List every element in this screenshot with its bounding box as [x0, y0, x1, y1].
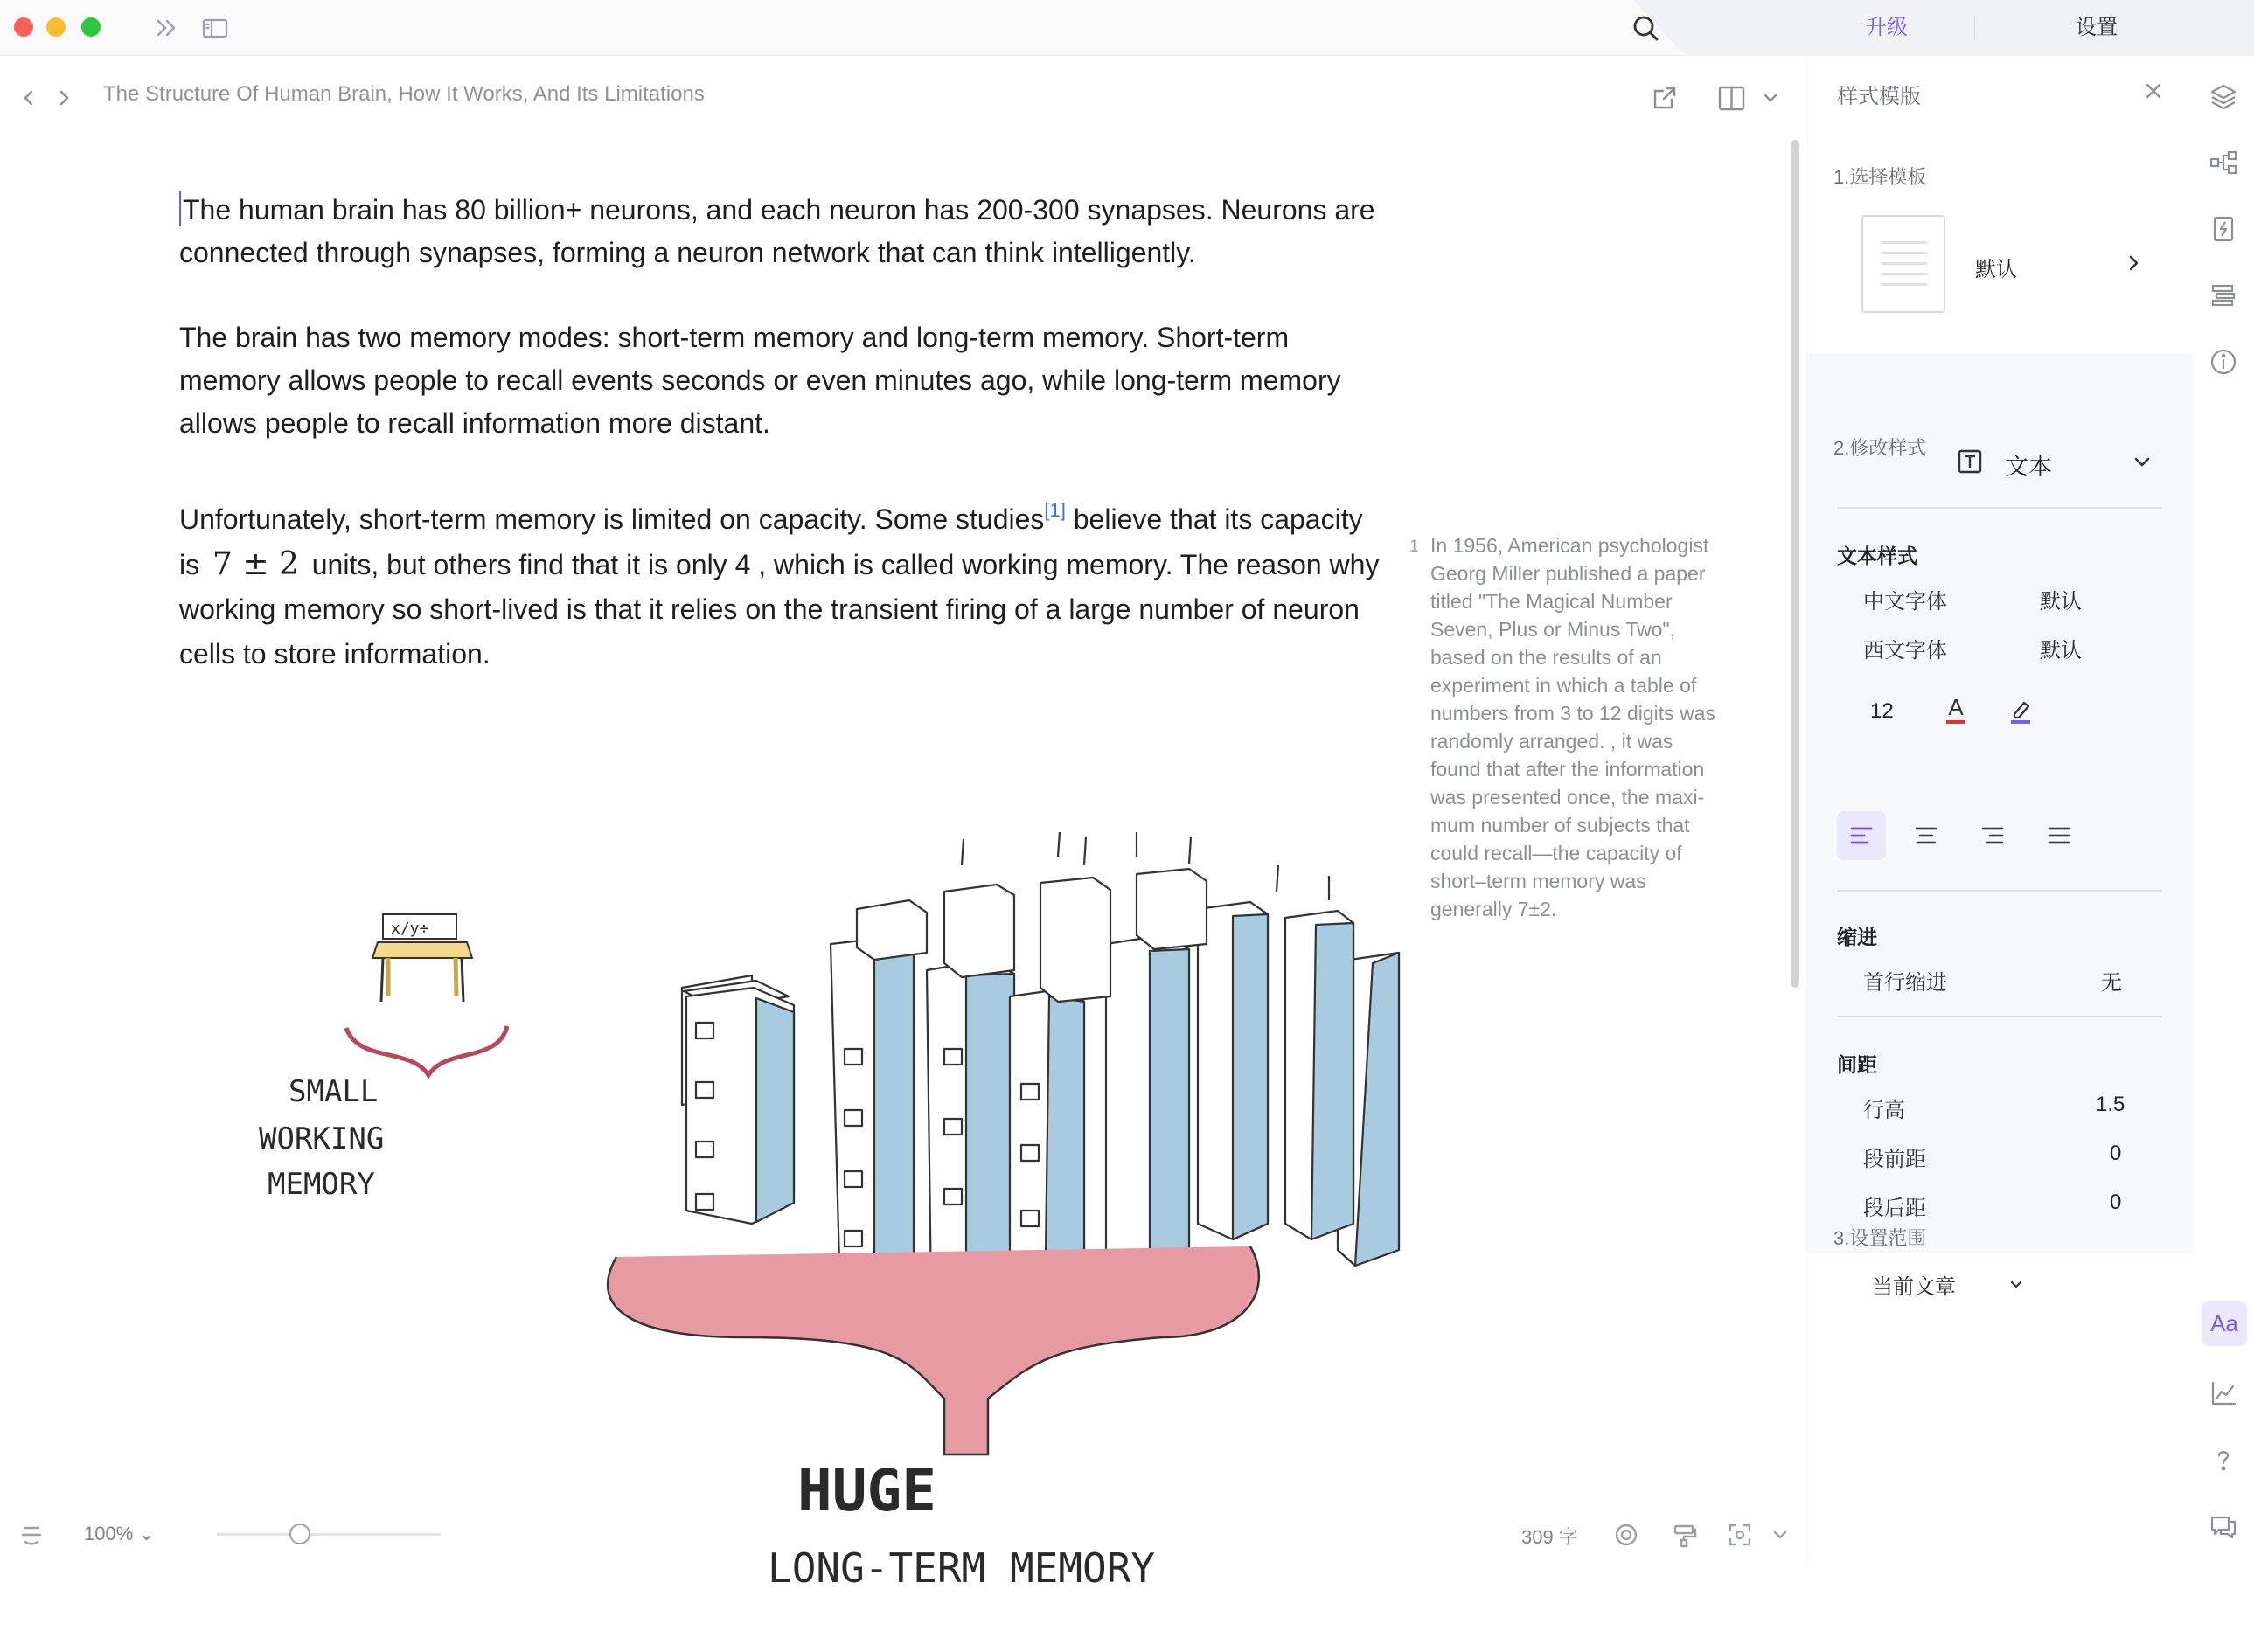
- font-size-input[interactable]: 12: [1870, 699, 1894, 723]
- space-before-label: 段前距: [1863, 1148, 1926, 1171]
- focus-mode-icon[interactable]: [1724, 1519, 1756, 1551]
- section-set-range: 3.设置范围: [1833, 1227, 1927, 1249]
- split-view-icon[interactable]: [1712, 79, 1750, 117]
- footnote-number: 1: [1409, 538, 1419, 556]
- indent-title: 缩进: [1837, 926, 1877, 948]
- panel-title: 样式模版: [1837, 85, 1921, 108]
- align-right-button[interactable]: [1968, 811, 2017, 860]
- title-bar: [0, 0, 2254, 56]
- text-style-title: 文本样式: [1837, 545, 1917, 567]
- first-line-indent-label: 首行缩进: [1863, 971, 1947, 995]
- top-right-tabs: [1686, 0, 2254, 56]
- chinese-font-select[interactable]: 默认: [2040, 590, 2082, 614]
- info-icon[interactable]: [2208, 346, 2239, 378]
- help-icon[interactable]: [2208, 1444, 2239, 1475]
- huge-label: HUGE: [797, 1457, 936, 1524]
- align-justify-button[interactable]: [2035, 811, 2084, 860]
- open-external-icon[interactable]: [1645, 79, 1684, 117]
- divider: [1837, 890, 2162, 892]
- outline-icon[interactable]: [2208, 280, 2239, 311]
- template-name: 默认: [1975, 258, 2017, 281]
- mind-map-icon[interactable]: [2208, 147, 2239, 178]
- paragraph-text: units, but others find that it is only 4 , which is called working memory. The reason why working memory so short-lived is that it relies on the transient firing of a large number of neuron cells to store information.: [179, 549, 1380, 670]
- small-brace-drawing: [346, 1026, 507, 1075]
- long-term-memory-label: LONG-TERM MEMORY: [768, 1544, 1156, 1592]
- space-after-input[interactable]: 0: [2110, 1190, 2122, 1214]
- document-toolbar: [0, 56, 1805, 140]
- close-icon[interactable]: [2138, 75, 2169, 107]
- western-font-label: 西文字体: [1863, 639, 1947, 663]
- memory-label: MEMORY: [268, 1167, 375, 1202]
- divider: [1837, 507, 2162, 509]
- range-value: 当前文章: [1872, 1275, 1956, 1299]
- word-count[interactable]: 309 字: [1521, 1526, 1578, 1548]
- line-height-input[interactable]: 1.5: [2096, 1093, 2125, 1116]
- template-thumbnail[interactable]: [1861, 215, 1945, 313]
- desk-board-text: x/y÷: [391, 920, 429, 938]
- font-color-glyph: A: [1948, 694, 1964, 720]
- highlight-color-button[interactable]: [2003, 691, 2038, 729]
- format-painter-icon[interactable]: [1668, 1519, 1700, 1551]
- paragraph[interactable]: [179, 189, 1386, 274]
- paragraph-text: The human brain has 80 billion+ neurons, and each neuron has 200-300 synapses. Neurons are connected through synapses, forming a neuron network that can think intelligently.: [179, 194, 1375, 268]
- chevron-down-icon[interactable]: [1757, 79, 1784, 117]
- space-after-label: 段后距: [1863, 1197, 1926, 1220]
- style-panel-button[interactable]: Aa: [2202, 1301, 2247, 1346]
- zoom-level-value: 100%: [84, 1523, 134, 1544]
- range-dropdown[interactable]: [1872, 1269, 2047, 1304]
- paragraph-text: The brain has two memory modes: short-term memory and long-term memory. Short-term memory allows people to recall events seconds or even minutes ago, while long-term memory allows people to recall information more distant.: [179, 322, 1341, 439]
- divider: [1837, 1016, 2162, 1017]
- small-label: SMALL: [289, 1074, 379, 1109]
- paragraph-text: believe that its capacity is: [179, 503, 1363, 580]
- paragraph[interactable]: [179, 316, 1386, 445]
- filing-cabinets-drawing: [682, 832, 1399, 1318]
- expand-sidebar-icon[interactable]: [150, 12, 182, 44]
- chevron-down-icon[interactable]: [1768, 1519, 1792, 1551]
- flash-card-icon[interactable]: [2208, 213, 2239, 245]
- style-template-panel: [1805, 56, 2193, 1565]
- paragraph[interactable]: [179, 488, 1386, 677]
- settings-button[interactable]: 设置: [2076, 16, 2118, 39]
- back-arrow-icon[interactable]: [16, 82, 42, 114]
- western-font-select[interactable]: 默认: [2040, 639, 2082, 663]
- text-box-icon: [1954, 446, 1986, 477]
- style-type-value: 文本: [2005, 454, 2052, 480]
- forward-arrow-icon[interactable]: [51, 82, 77, 114]
- sidebar-toggle-icon[interactable]: [199, 12, 231, 44]
- editor-scrollbar[interactable]: [1791, 140, 1799, 988]
- working-label: WORKING: [259, 1121, 385, 1156]
- statistics-icon[interactable]: [2208, 1378, 2239, 1409]
- window-close-button[interactable]: [14, 17, 33, 37]
- panel-header: [1805, 56, 2194, 131]
- chevron-down-icon: [2129, 449, 2155, 475]
- window-maximize-button[interactable]: [81, 17, 101, 37]
- zoom-slider-thumb[interactable]: [289, 1524, 310, 1544]
- paragraph-text: Unfortunately, short-term memory is limited on capacity. Some studies: [179, 503, 1045, 535]
- section-select-template: 1.选择模板: [1833, 166, 1927, 188]
- chevron-right-icon[interactable]: [2120, 250, 2146, 276]
- font-color-button[interactable]: [1938, 691, 1973, 729]
- status-bar: [0, 1503, 1805, 1565]
- footnote: [1409, 531, 1719, 923]
- spacing-title: 间距: [1837, 1053, 1877, 1076]
- math-formula[interactable]: 7 ± 2: [212, 546, 299, 582]
- text-caret: [179, 191, 181, 226]
- zoom-level-dropdown[interactable]: 100% ⌄: [84, 1523, 155, 1544]
- large-brace-drawing: [608, 1246, 1259, 1454]
- desk-drawing: [372, 914, 472, 1002]
- space-before-input[interactable]: 0: [2110, 1142, 2122, 1165]
- line-height-label: 行高: [1863, 1099, 1905, 1122]
- style-type-dropdown[interactable]: [1954, 441, 2181, 484]
- upgrade-button[interactable]: 升级: [1866, 16, 1908, 39]
- zoom-slider-track[interactable]: [217, 1533, 441, 1536]
- first-line-indent-select[interactable]: 无: [2101, 971, 2122, 995]
- footnote-text: In 1956, American psychologist Georg Miller published a paper titled "The Magical Number Seven, Plus or Minus Two", based on the results of an experiment in which a table of numbers from 3 to 12 digits was randomly arranged. , it was found that after the information was presented once, the maximum number of subjects that could recall—the capacity of short–term memory was generally 7±2.: [1430, 534, 1715, 920]
- document-title: The Structure Of Human Brain, How It Works, And Its Limitations: [103, 82, 705, 106]
- align-center-button[interactable]: [1902, 811, 1951, 860]
- target-icon[interactable]: [1610, 1519, 1642, 1551]
- window-minimize-button[interactable]: [46, 17, 66, 37]
- right-icon-rail: [2193, 56, 2254, 1565]
- chevron-down-icon: [2007, 1274, 2026, 1294]
- comments-icon[interactable]: [2208, 1510, 2239, 1542]
- chinese-font-label: 中文字体: [1863, 590, 1947, 614]
- divider: [1974, 16, 1975, 40]
- section-modify-style: 2.修改样式: [1833, 437, 1927, 459]
- strikethrough-icon[interactable]: [16, 1519, 47, 1551]
- align-left-button[interactable]: [1837, 811, 1886, 860]
- footnote-reference-link[interactable]: [1]: [1044, 499, 1066, 521]
- layers-icon[interactable]: [2208, 80, 2239, 112]
